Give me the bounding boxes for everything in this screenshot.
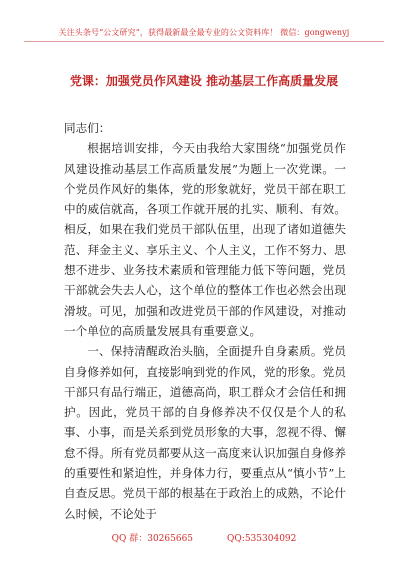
footer-qq: QQ:535304092 <box>227 534 297 544</box>
header-banner: 关注头条号“公文研究”，获得最新最全最专业的公文资料库！ 微信：gongwenyj <box>58 28 350 37</box>
paragraph-intro: 根据培训安排，今天由我给大家围绕“加强党员作风建设推动基层工作高质量发展”为题上一次党课。一个党员作风好的集体，党的形象就好，党员干部在职工中的威信就高，各项工作就开展的扎实、顺利、有效。相反，如果在我们党员干部队伍里，出现了诸如道德失范、拜金主义、享乐主义、个人主义，工作不努力、思想不进步、业务技术素质和管理能力低下等问题，党员干部就会失去人心，这个单位的整体工作也必然会出现滑坡。可见，加强和改进党员干部的作风建设，对推动一个单位的高质量发展具有重要意义。 <box>64 141 346 338</box>
document-title: 党课：加强党员作风建设 推动基层工作高质量发展 <box>69 74 339 88</box>
footer-qq-group: QQ 群：30265665 <box>111 534 194 544</box>
salutation: 同志们： <box>64 121 111 135</box>
footer-contact <box>0 531 408 544</box>
document-body <box>64 118 346 524</box>
header-divider <box>24 41 384 42</box>
paragraph-section-one: 一、保持清醒政治头脑，全面提升自身素质。党员自身修养如何，直接影响到党的作风，党的形象。党员干部只有品行端正，道德高尚，职工群众才会信任和拥护。因此，党员干部的自身修养决不仅仅是个人的私事、小事，而是关系到党员形象的大事，忽视不得、懈怠不得。所有党员都要从这一高度来认识加强自身修养的重要性和紧迫性，并身体力行，要重点从“慎小节”上自查反思。党员干部的根基在于政治上的成熟，不论什么时候，不论处于 <box>64 344 346 521</box>
